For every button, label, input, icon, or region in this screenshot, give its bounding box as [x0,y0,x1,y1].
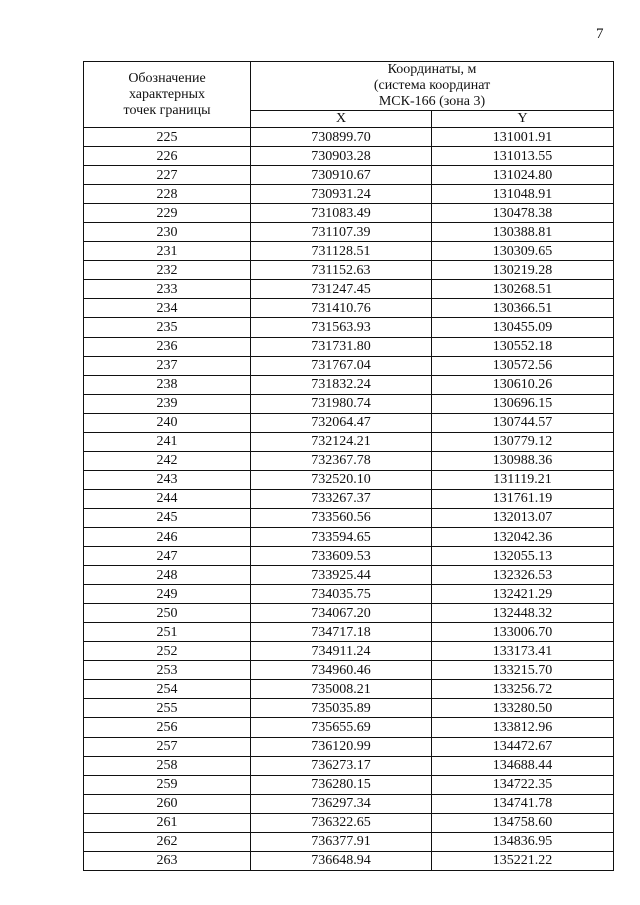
table-row [84,680,614,699]
point-cell: 233 [84,280,251,299]
x-coordinate-cell: 731128.51 [251,242,432,261]
y-coordinate-cell: 133173.41 [432,642,614,661]
point-cell: 242 [84,451,251,470]
y-coordinate-cell: 130309.65 [432,242,614,261]
point-cell: 225 [84,128,251,147]
point-cell: 237 [84,356,251,375]
x-coordinate-cell: 734717.18 [251,623,432,642]
point-designation-header [84,62,251,128]
x-coordinate-cell: 732064.47 [251,413,432,432]
x-coordinate-cell: 733594.65 [251,527,432,546]
x-coordinate-cell: 731731.80 [251,337,432,356]
y-coordinate-cell: 134722.35 [432,775,614,794]
x-coordinate-cell: 733267.37 [251,489,432,508]
point-cell: 255 [84,699,251,718]
x-coordinate-cell: 733925.44 [251,566,432,585]
y-coordinate-cell: 131761.19 [432,489,614,508]
table-row [84,128,614,147]
table-row [84,623,614,642]
x-column-header: X [251,111,432,128]
point-cell: 256 [84,718,251,737]
point-cell: 248 [84,566,251,585]
x-coordinate-cell: 732124.21 [251,432,432,451]
y-coordinate-cell: 130696.15 [432,394,614,413]
y-coordinate-cell: 131013.55 [432,147,614,166]
point-cell: 252 [84,642,251,661]
x-coordinate-cell: 734911.24 [251,642,432,661]
x-coordinate-cell: 730931.24 [251,185,432,204]
point-cell: 262 [84,832,251,851]
coords-header-line: (система координат [373,78,491,93]
x-coordinate-cell: 731832.24 [251,375,432,394]
point-header-line: характерных [128,86,206,102]
x-coordinate-cell: 736273.17 [251,756,432,775]
y-coordinate-cell: 130268.51 [432,280,614,299]
header-row-top [84,62,614,111]
x-coordinate-cell: 735035.89 [251,699,432,718]
y-coordinate-cell: 130455.09 [432,318,614,337]
table-row [84,794,614,813]
point-cell: 236 [84,337,251,356]
x-coordinate-cell: 736322.65 [251,813,432,832]
y-coordinate-cell: 132421.29 [432,585,614,604]
y-coordinate-cell: 131001.91 [432,128,614,147]
point-cell: 231 [84,242,251,261]
point-cell: 249 [84,585,251,604]
x-coordinate-cell: 733609.53 [251,547,432,566]
y-coordinate-cell: 132448.32 [432,604,614,623]
y-coordinate-cell: 130779.12 [432,432,614,451]
point-cell: 247 [84,547,251,566]
table-row [84,318,614,337]
table-row [84,280,614,299]
y-coordinate-cell: 133006.70 [432,623,614,642]
table-header [84,62,614,128]
table-row [84,604,614,623]
table-row [84,299,614,318]
point-cell: 230 [84,223,251,242]
table-row [84,566,614,585]
y-coordinate-cell: 134758.60 [432,813,614,832]
table-row [84,527,614,546]
y-coordinate-cell: 130744.57 [432,413,614,432]
table-row [84,775,614,794]
point-cell: 232 [84,261,251,280]
point-cell: 260 [84,794,251,813]
coords-header-line: МСК-166 (зона 3) [378,94,486,109]
y-coordinate-cell: 133256.72 [432,680,614,699]
point-cell: 254 [84,680,251,699]
table-row [84,185,614,204]
table-row [84,470,614,489]
x-coordinate-cell: 731410.76 [251,299,432,318]
point-cell: 228 [84,185,251,204]
table-row [84,851,614,870]
x-coordinate-cell: 730899.70 [251,128,432,147]
x-coordinate-cell: 735655.69 [251,718,432,737]
y-coordinate-cell: 130572.56 [432,356,614,375]
y-coordinate-cell: 130552.18 [432,337,614,356]
x-coordinate-cell: 732520.10 [251,470,432,489]
y-coordinate-cell: 134741.78 [432,794,614,813]
point-cell: 243 [84,470,251,489]
point-header-line: точек границы [123,102,211,118]
table-row [84,432,614,451]
y-coordinate-cell: 132042.36 [432,527,614,546]
table-row [84,737,614,756]
coordinates-header [251,62,614,111]
y-coordinate-cell: 133812.96 [432,718,614,737]
x-coordinate-cell: 731980.74 [251,394,432,413]
x-coordinate-cell: 735008.21 [251,680,432,699]
table-row [84,242,614,261]
table-row [84,832,614,851]
y-coordinate-cell: 134472.67 [432,737,614,756]
x-coordinate-cell: 734960.46 [251,661,432,680]
table-row [84,413,614,432]
point-cell: 257 [84,737,251,756]
y-coordinate-cell: 135221.22 [432,851,614,870]
point-cell: 259 [84,775,251,794]
table-row [84,489,614,508]
y-coordinate-cell: 134688.44 [432,756,614,775]
point-cell: 234 [84,299,251,318]
table-body [84,128,614,871]
table-row [84,147,614,166]
x-coordinate-cell: 731152.63 [251,261,432,280]
x-coordinate-cell: 736297.34 [251,794,432,813]
point-cell: 227 [84,166,251,185]
y-coordinate-cell: 130478.38 [432,204,614,223]
y-coordinate-cell: 132013.07 [432,508,614,527]
y-coordinate-cell: 131024.80 [432,166,614,185]
table-row [84,699,614,718]
table-row [84,166,614,185]
point-cell: 258 [84,756,251,775]
x-coordinate-cell: 732367.78 [251,451,432,470]
point-cell: 240 [84,413,251,432]
x-coordinate-cell: 736648.94 [251,851,432,870]
point-cell: 241 [84,432,251,451]
x-coordinate-cell: 734035.75 [251,585,432,604]
coords-header-line: Координаты, м [387,62,477,77]
x-coordinate-cell: 733560.56 [251,508,432,527]
table-row [84,337,614,356]
table-row [84,642,614,661]
point-cell: 253 [84,661,251,680]
table-row [84,204,614,223]
point-cell: 251 [84,623,251,642]
coordinates-table [83,61,614,871]
y-coordinate-cell: 131048.91 [432,185,614,204]
point-cell: 246 [84,527,251,546]
y-coordinate-cell: 132326.53 [432,566,614,585]
y-coordinate-cell: 130610.26 [432,375,614,394]
table-row [84,223,614,242]
point-cell: 250 [84,604,251,623]
y-column-header: Y [432,111,614,128]
point-cell: 239 [84,394,251,413]
table-row [84,375,614,394]
x-coordinate-cell: 736377.91 [251,832,432,851]
x-coordinate-cell: 730903.28 [251,147,432,166]
point-cell: 244 [84,489,251,508]
point-cell: 235 [84,318,251,337]
x-coordinate-cell: 734067.20 [251,604,432,623]
table-row [84,718,614,737]
y-coordinate-cell: 133215.70 [432,661,614,680]
x-coordinate-cell: 730910.67 [251,166,432,185]
x-coordinate-cell: 736280.15 [251,775,432,794]
table-row [84,451,614,470]
x-coordinate-cell: 731767.04 [251,356,432,375]
y-coordinate-cell: 130988.36 [432,451,614,470]
x-coordinate-cell: 731107.39 [251,223,432,242]
x-coordinate-cell: 731083.49 [251,204,432,223]
y-coordinate-cell: 131119.21 [432,470,614,489]
table-row [84,813,614,832]
x-coordinate-cell: 736120.99 [251,737,432,756]
y-coordinate-cell: 130388.81 [432,223,614,242]
table-row [84,547,614,566]
point-cell: 229 [84,204,251,223]
point-cell: 263 [84,851,251,870]
table-row [84,508,614,527]
y-coordinate-cell: 134836.95 [432,832,614,851]
point-cell: 261 [84,813,251,832]
table-row [84,756,614,775]
point-cell: 245 [84,508,251,527]
y-coordinate-cell: 132055.13 [432,547,614,566]
table-row [84,585,614,604]
x-coordinate-cell: 731563.93 [251,318,432,337]
x-coordinate-cell: 731247.45 [251,280,432,299]
table-row [84,261,614,280]
point-cell: 238 [84,375,251,394]
table-row [84,661,614,680]
table-row [84,394,614,413]
y-coordinate-cell: 130366.51 [432,299,614,318]
page-number: 7 [596,26,604,42]
point-cell: 226 [84,147,251,166]
y-coordinate-cell: 130219.28 [432,261,614,280]
point-header-line: Обозначение [128,70,206,86]
table-row [84,356,614,375]
y-coordinate-cell: 133280.50 [432,699,614,718]
